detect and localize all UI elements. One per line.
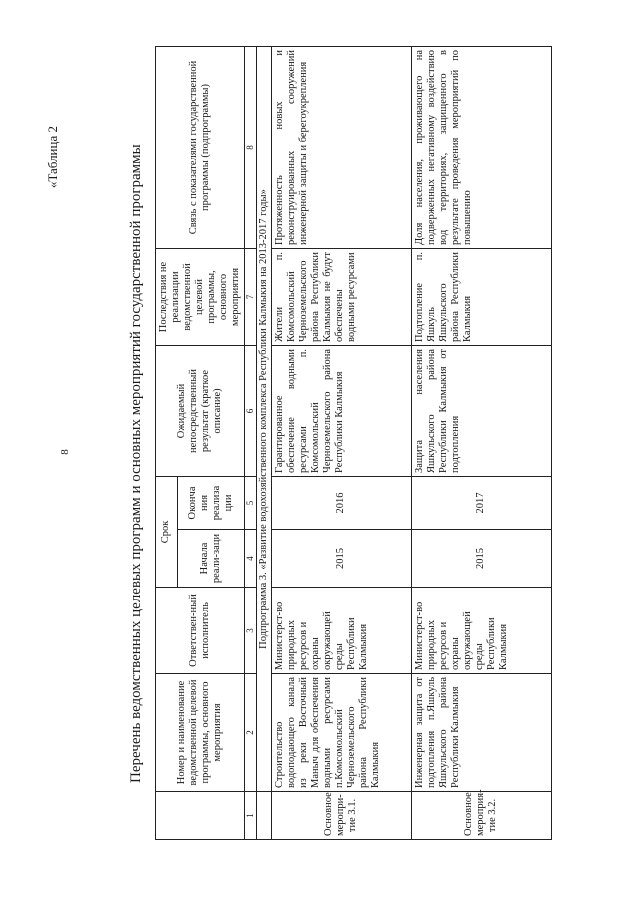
column-number: 4 (245, 530, 256, 588)
consequences: Подтопление п. Яшкуль Яшкульского района Республики Калмыкия (411, 248, 551, 345)
measure-number: Основное мероприя-тие 3.2. (411, 792, 551, 840)
header-executor: Ответствен-ный исполнитель (156, 588, 245, 674)
header-start: Начала реали-заци (177, 530, 245, 588)
subprogram-title: Подпрограмма 3. «Развитие водохозяйственного комплекса Республики Калмыкия на 2013-2017 годы» (256, 46, 271, 791)
measure-name: Строительство водоподающего канала из реки Восточный Маныч для обеспечения водными ресурсами п.Комсомольский Черноземельского района Республики Калмыкия (271, 674, 411, 792)
column-number: 7 (245, 248, 256, 345)
header-term: Срок (156, 476, 178, 587)
consequences: Жители п. Комсомольский Черноземельского района Республики Калмыкия не будут обеспечены водными ресурсами (271, 248, 411, 345)
expected-result: Защита населения Яшкульского района Республики Калмыкия от подтопления (411, 345, 551, 476)
subprogram-blank (256, 792, 271, 840)
column-number-row (245, 46, 256, 839)
expected-result: Гарантированное обеспечение водными ресурсами п. Комсомольский Черноземельского района Республики Калмыкия (271, 345, 411, 476)
start-year: 2015 (411, 530, 551, 588)
header-cell-1 (156, 792, 245, 840)
document-title: Перечень ведомственных целевых программ и основных мероприятий государственной программы (128, 144, 144, 783)
column-number: 2 (245, 674, 256, 792)
table-row (411, 46, 551, 839)
measure-number: Основное меропри-тие 3.1. (271, 792, 411, 840)
header-expected-result: Ожидаемый непосредственный результат (краткое описание) (156, 345, 245, 476)
measure-name: Инженерная защита от подтопления п.Яшкуль Яшкульского района Республики Калмыкия (411, 674, 551, 792)
indicator-link: Протяженность новых и реконструированных сооружений инженерной защиты и берегоукрепления (271, 46, 411, 248)
table-row (271, 46, 411, 839)
responsible-executor: Министерст-во природных ресурсов и охраны окружающей среды Республики Калмыкия (271, 588, 411, 674)
header-indicators-link: Связь с показателями государственной программы (подпрограммы) (156, 46, 245, 248)
page-number: 8 (58, 449, 71, 455)
programs-table (155, 46, 552, 840)
table-label: «Таблица 2 (45, 126, 60, 189)
column-number: 1 (245, 792, 256, 840)
column-number: 8 (245, 46, 256, 248)
subprogram-row (256, 46, 271, 839)
header-consequences: Последствия не реализации ведомственной целевой программы, основного мероприятия (156, 248, 245, 345)
header-program-name: Номер и наименование ведомственной целевой программы, основного мероприятия (156, 674, 245, 792)
column-number: 5 (245, 476, 256, 529)
column-number: 6 (245, 345, 256, 476)
responsible-executor: Министерст-во природных ресурсов и охраны окружающей среды Республики Калмыкия (411, 588, 551, 674)
start-year: 2015 (271, 530, 411, 588)
indicator-link: Доля населения, проживающего на подверженных негативному воздействию вод территориях, защищенного в результате проведения мероприятий по повышению (411, 46, 551, 248)
end-year: 2016 (271, 476, 411, 529)
column-number: 3 (245, 588, 256, 674)
header-row (156, 46, 178, 839)
end-year: 2017 (411, 476, 551, 529)
header-end: Оконча ния реализа ции (177, 476, 245, 529)
